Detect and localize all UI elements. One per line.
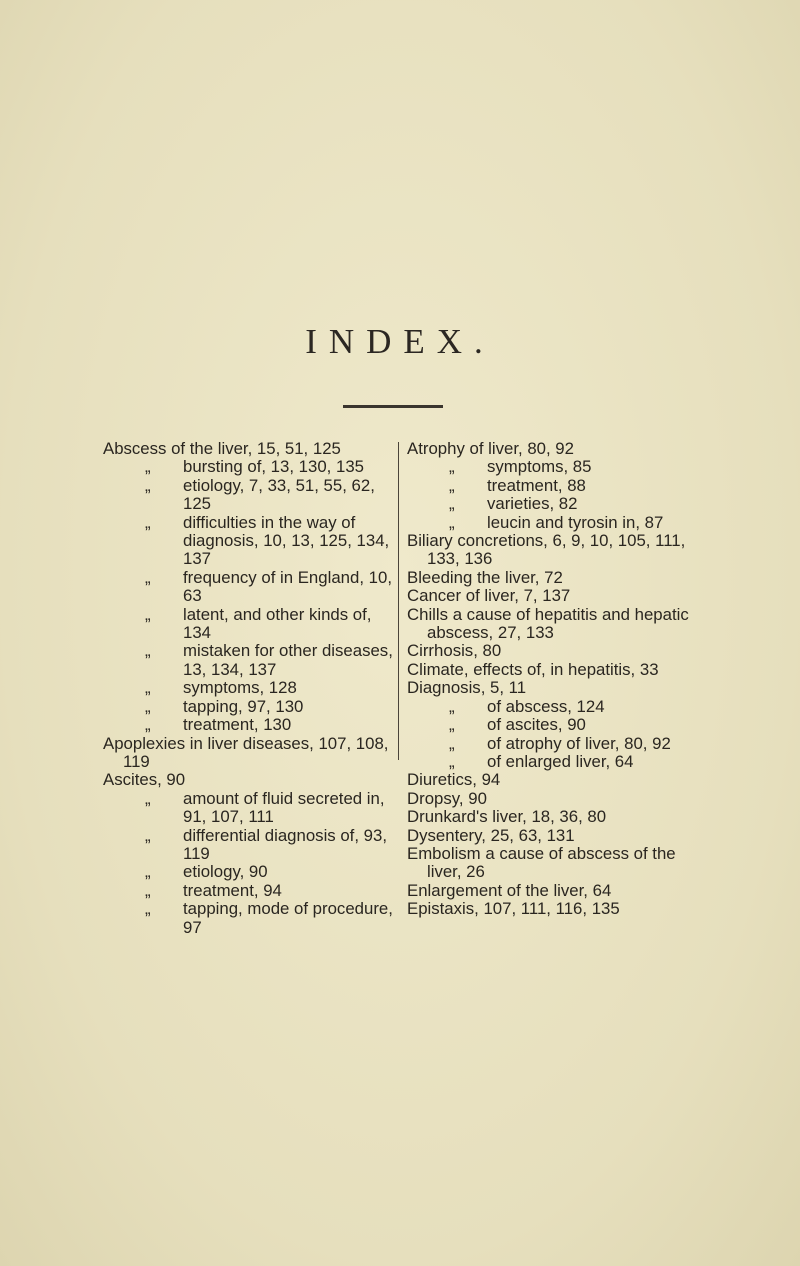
index-column-left <box>103 440 393 937</box>
index-entry: Epistaxis, 107, 111, 116, 135 <box>407 899 620 919</box>
index-title: INDEX. <box>305 322 495 361</box>
index-entry: Cancer of liver, 7, 137 <box>407 586 571 606</box>
entry-text: differential diagnosis of, 93, 119 <box>183 825 387 863</box>
entry-text: bursting of, 13, 130, 135 <box>183 457 364 477</box>
index-entry: Atrophy of liver, 80, 92 <box>407 439 574 458</box>
entry-text: symptoms, 85 <box>487 457 592 477</box>
ditto-mark: „ <box>145 880 151 900</box>
entry-text: symptoms, 128 <box>183 678 297 698</box>
index-subentry <box>103 900 393 937</box>
index-subentry <box>103 882 393 900</box>
entry-text: difficulties in the way of diagnosis, 10, 13, 125, 134, 137 <box>183 512 390 569</box>
index-subentry <box>103 863 393 881</box>
index-subentry <box>407 477 697 495</box>
entry-text: frequency of in England, 10, 63 <box>183 567 392 606</box>
ditto-mark: „ <box>449 751 455 771</box>
entry-text: treatment, 130 <box>183 715 292 735</box>
index-entry: Biliary concretions, 6, 9, 10, 105, 111, 133, 136 <box>407 531 686 569</box>
ditto-mark: „ <box>145 862 151 882</box>
entry-text: treatment, 94 <box>183 880 282 900</box>
ditto-mark: „ <box>145 678 151 698</box>
index-entry: Drunkard's liver, 18, 36, 80 <box>407 807 607 827</box>
title-rule <box>343 405 443 408</box>
ditto-mark: „ <box>449 494 455 514</box>
index-subentry <box>103 827 393 864</box>
index-subentry <box>103 642 393 679</box>
index-entry: Cirrhosis, 80 <box>407 641 502 661</box>
index-entry: Apoplexies in liver diseases, 107, 108, 119 <box>103 733 389 771</box>
ditto-mark: „ <box>145 696 151 716</box>
index-entry: Embolism a cause of abscess of the liver, 26 <box>407 843 676 882</box>
index-subentry <box>407 698 697 716</box>
index-subentry <box>407 458 697 476</box>
index-subentry <box>103 569 393 606</box>
ditto-mark: „ <box>145 475 151 495</box>
index-entry: Chills a cause of hepatitis and hepatic abscess, 27, 133 <box>407 604 689 643</box>
ditto-mark: „ <box>145 715 151 735</box>
ditto-mark: „ <box>145 641 151 661</box>
entry-text: amount of fluid secreted in, 91, 107, 111 <box>183 788 385 827</box>
index-subentry <box>103 477 393 514</box>
ditto-mark: „ <box>145 899 151 919</box>
entry-text: etiology, 7, 33, 51, 55, 62, 125 <box>183 475 375 514</box>
entry-text: of ascites, 90 <box>487 715 586 735</box>
ditto-mark: „ <box>449 715 455 735</box>
ditto-mark: „ <box>145 567 151 587</box>
index-entry: Bleeding the liver, 72 <box>407 567 563 587</box>
index-entry: Enlargement of the liver, 64 <box>407 880 612 900</box>
ditto-mark: „ <box>145 825 151 845</box>
index-subentry <box>407 495 697 513</box>
index-entry: Dropsy, 90 <box>407 788 487 808</box>
index-subentry <box>407 514 697 532</box>
index-subentry <box>103 716 393 734</box>
entry-text: of enlarged liver, 64 <box>487 751 634 771</box>
entry-text: tapping, 97, 130 <box>183 696 304 716</box>
entry-text: treatment, 88 <box>487 475 586 495</box>
column-divider <box>398 442 399 760</box>
index-subentry <box>407 753 697 771</box>
ditto-mark: „ <box>145 604 151 624</box>
ditto-mark: „ <box>145 457 151 477</box>
entry-text: tapping, mode of procedure, 97 <box>183 899 393 937</box>
ditto-mark: „ <box>145 512 151 532</box>
ditto-mark: „ <box>449 475 455 495</box>
entry-text: of abscess, 124 <box>487 696 605 716</box>
ditto-mark: „ <box>145 788 151 808</box>
index-entry: Diagnosis, 5, 11 <box>407 678 527 698</box>
ditto-mark: „ <box>449 457 455 477</box>
entry-text: latent, and other kinds of, 134 <box>183 604 372 643</box>
entry-text: of atrophy of liver, 80, 92 <box>487 733 671 753</box>
index-column-right <box>407 440 697 919</box>
index-subentry <box>103 458 393 476</box>
index-subentry <box>103 790 393 827</box>
ditto-mark: „ <box>449 733 455 753</box>
index-entry: Abscess of the liver, 15, 51, 125 <box>103 439 341 458</box>
index-entry: Ascites, 90 <box>103 770 186 790</box>
entry-text: mistaken for other diseases, 13, 134, 137 <box>183 641 393 679</box>
ditto-mark: „ <box>449 512 455 532</box>
entry-text: varieties, 82 <box>487 494 578 514</box>
index-entry: Dysentery, 25, 63, 131 <box>407 825 575 845</box>
entry-text: etiology, 90 <box>183 862 268 882</box>
index-subentry <box>103 698 393 716</box>
index-subentry <box>407 716 697 734</box>
index-subentry <box>103 514 393 569</box>
ditto-mark: „ <box>449 696 455 716</box>
index-subentry <box>407 735 697 753</box>
index-entry: Climate, effects of, in hepatitis, 33 <box>407 659 659 679</box>
index-subentry <box>103 606 393 643</box>
entry-text: leucin and tyrosin in, 87 <box>487 512 664 532</box>
index-entry: Diuretics, 94 <box>407 770 501 790</box>
index-subentry <box>103 679 393 697</box>
